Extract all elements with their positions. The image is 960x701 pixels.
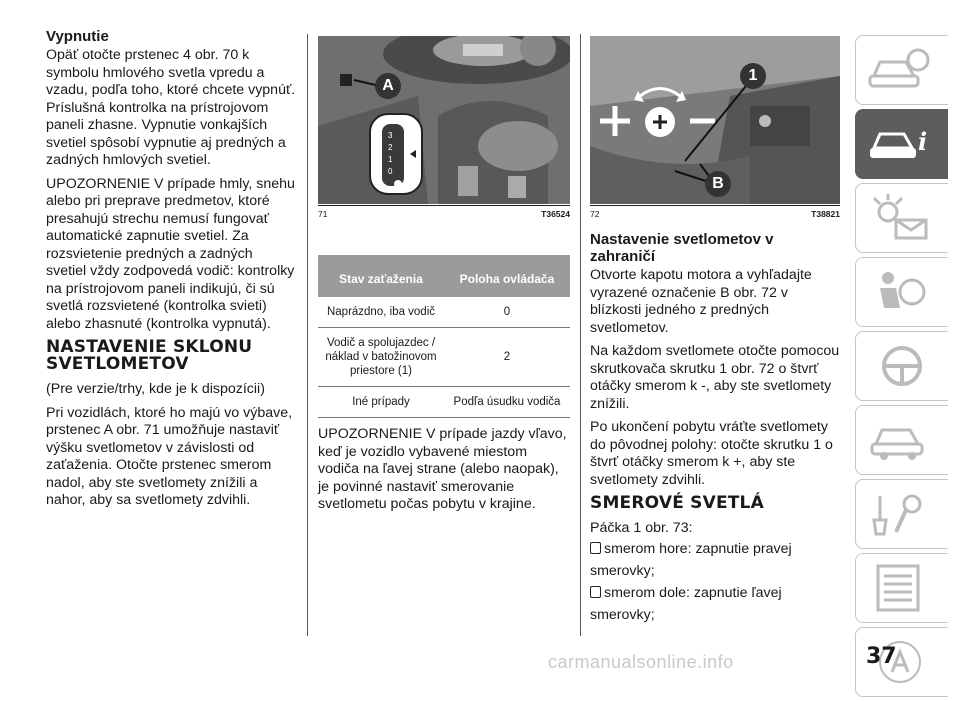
checklist-icon xyxy=(866,564,936,612)
svg-text:1: 1 xyxy=(388,155,393,164)
car-info-icon xyxy=(866,120,936,168)
table-row: Vodič a spolujazdec / náklad v batožinovom priestore (1) 2 xyxy=(318,328,570,387)
tab-emergency[interactable] xyxy=(855,405,948,475)
paragraph: Opäť otočte prstenec 4 obr. 70 k symbolu hmlového svetla vpredu a vzadu, podľa toho, ktoré chcete vypnúť. Príslušná kontrolka na prístrojovom paneli zhasne. Vypnutie vonkajších svetiel spôsobí vypnutie aj predných a zadných hmlových svetiel. xyxy=(46,47,296,168)
callout-a: A xyxy=(382,77,394,94)
middle-column xyxy=(318,36,570,520)
table-header: Poloha ovládača xyxy=(444,255,570,297)
section-title-turn-signals: SMEROVÉ SVETLÁ xyxy=(590,493,764,513)
section-title: NASTAVENIE SKLONU SVETLOMETOV xyxy=(46,337,253,374)
table-header: Stav zaťaženia xyxy=(318,255,444,297)
column-divider xyxy=(580,34,581,636)
figure-71-image xyxy=(318,36,570,204)
tab-car-info[interactable] xyxy=(855,109,948,179)
tab-car-dashboard[interactable] xyxy=(855,35,948,105)
left-column xyxy=(46,28,296,516)
subheading-vypnutie: Vypnutie xyxy=(46,28,109,45)
figure-72-image xyxy=(590,36,840,204)
tab-safety[interactable] xyxy=(855,257,948,327)
car-dashboard-icon xyxy=(866,46,936,94)
page-number: 37 xyxy=(866,644,897,669)
paragraph: Páčka 1 obr. 73: xyxy=(590,520,693,536)
watermark: carmanualsonline.info xyxy=(548,652,734,672)
steering-wheel-icon xyxy=(866,342,936,390)
right-column xyxy=(590,36,840,626)
callout-1: 1 xyxy=(748,67,758,84)
subheading-abroad: Nastavenie svetlometov v zahraničí xyxy=(590,231,774,265)
warning-paragraph: UPOZORNENIE V prípade jazdy vľavo, keď je vozidlo vybavené miestom vodiča na ľavej strane (alebo naopak), je povinné nastaviť smerovanie svetlometu počas pobytu v krajine. xyxy=(318,426,567,512)
tab-technical-data[interactable] xyxy=(855,553,948,623)
tab-maintenance[interactable] xyxy=(855,479,948,549)
list-item: smerom hore: zapnutie pravej xyxy=(590,538,840,560)
lights-envelope-icon xyxy=(866,194,936,242)
table-row: Iné prípady Podľa úsudku vodiča xyxy=(318,387,570,418)
figure-72-caption: 72 T38821 xyxy=(590,205,840,219)
tab-lights[interactable] xyxy=(855,183,948,253)
paragraph: Po ukončení pobytu vráťte svetlomety do pôvodnej polohy: otočte skrutku 1 o štvrť otáčky smerom k +, aby ste svetlomety zdvihli. xyxy=(590,419,833,488)
paragraph: Pri vozidlách, ktoré ho majú vo výbave, prstenec A obr. 71 umožňuje nastaviť výšku svetlometov v závislosti od zaťaženia. Otočte prstenec smerom nadol, aby ste svetlomety znížili a nahor, aby sa svetlomety zdvihli. xyxy=(46,404,293,508)
list-item: smerom dole: zapnutie ľavej xyxy=(590,582,840,604)
checkbox-bullet-icon xyxy=(590,542,601,554)
warning-paragraph: UPOZORNENIE V prípade hmly, snehu alebo pri preprave predmetov, ktoré presahujú strechu nemusí fungovať automatické zapnutie svetiel. Za rozsvietenie predných a zadných svetiel vždy zodpovedá vodič: kontrolky na prístrojovom paneli indikujú, či sú svetlá rozsvietené (kontrolka svieti) alebo zhasnuté (kontrolka vypnutá). xyxy=(46,175,295,332)
airbag-icon xyxy=(866,268,936,316)
checkbox-bullet-icon xyxy=(590,586,601,598)
tools-icon xyxy=(866,490,936,538)
callout-b: B xyxy=(712,175,724,192)
chapter-tabs xyxy=(855,35,960,701)
svg-text:3: 3 xyxy=(388,131,393,140)
list-item: smerovky; xyxy=(590,606,655,623)
load-table xyxy=(318,255,570,418)
paragraph: Na každom svetlomete otočte pomocou skrutkovača skrutku 1 obr. 72 o štvrť otáčky smerom k -, aby ste svetlomety znížili. xyxy=(590,343,840,412)
tab-driving[interactable] xyxy=(855,331,948,401)
car-service-icon xyxy=(866,416,936,464)
paragraph-availability: (Pre verzie/trhy, kde je k dispozícii) xyxy=(46,381,265,397)
list-item: smerovky; xyxy=(590,562,655,579)
table-row: Naprázdno, iba vodič 0 xyxy=(318,297,570,328)
turn-signal-list xyxy=(590,538,840,626)
figure-71-caption: 71 T36524 xyxy=(318,205,570,219)
column-divider xyxy=(307,34,308,636)
paragraph: Otvorte kapotu motora a vyhľadajte vyrazené označenie B obr. 72 v blízkosti jedného z predných svetlometov. xyxy=(590,267,812,336)
svg-text:i: i xyxy=(918,127,928,156)
svg-text:0: 0 xyxy=(388,167,393,176)
svg-text:2: 2 xyxy=(388,143,393,152)
